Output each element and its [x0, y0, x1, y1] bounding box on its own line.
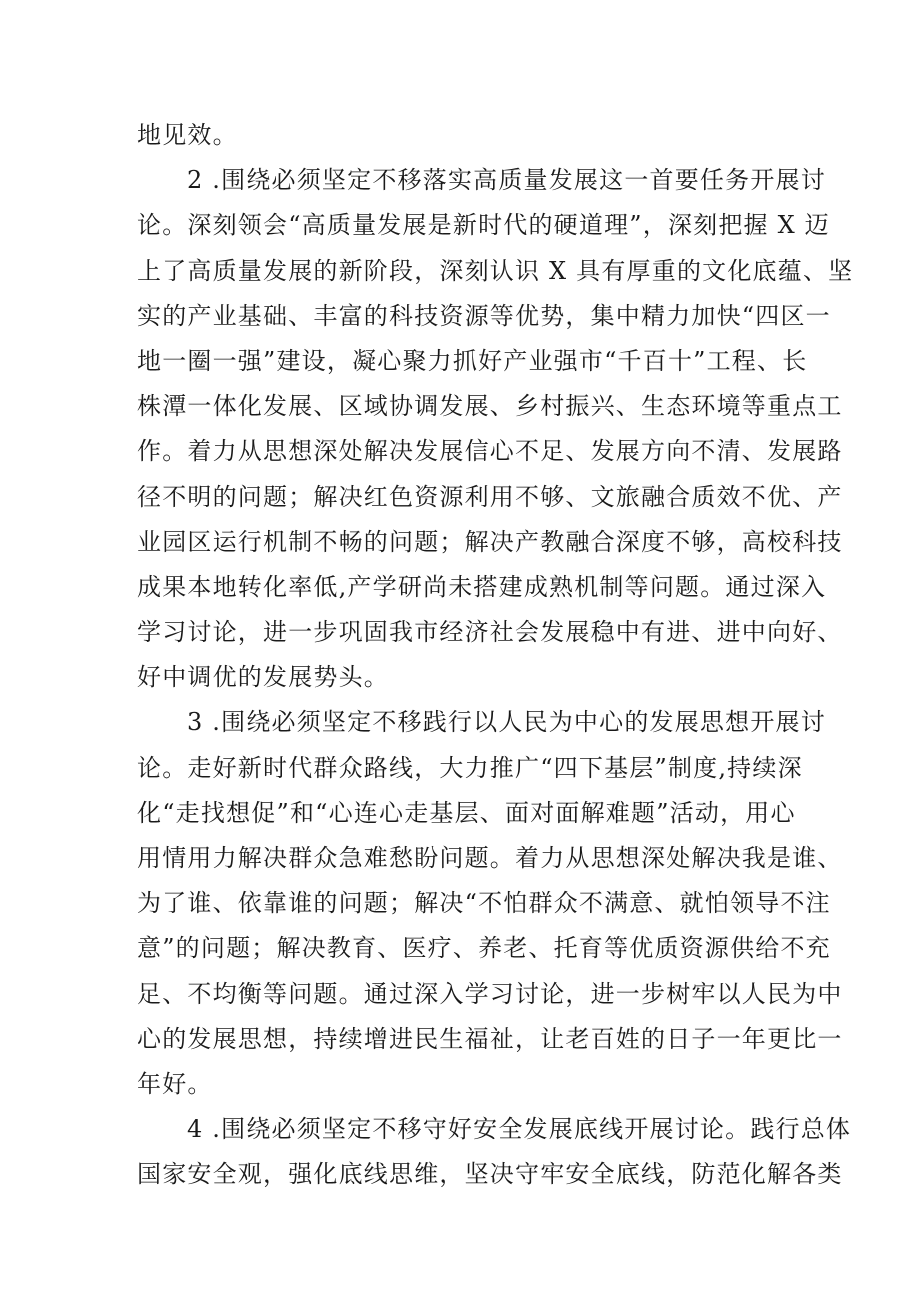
text-line: 地一圈一强”建设，凝心聚力抓好产业强市“千百十”工程、长 [137, 346, 808, 375]
paragraph-heading-line: 4 .围绕必须坚定不移守好安全发展底线开展讨论。践行总体 [187, 1115, 852, 1144]
text-line: 成果本地转化率低,产学研尚未搭建成熟机制等问题。通过深入 [137, 572, 827, 601]
text-line: 学习讨论，进一步巩固我市经济社会发展稳中有进、进中向好、 [137, 618, 843, 647]
text-line: 意”的问题；解决教育、医疗、养老、托育等优质资源供给不充 [137, 934, 831, 963]
document-body [137, 113, 854, 1198]
text-line: 论。深刻领会“高质量发展是新时代的硬道理”，深刻把握 X 迈 [137, 211, 830, 240]
text-line: 用情用力解决群众急难愁盼问题。着力从思想深处解决我是谁、 [137, 844, 843, 872]
paragraph-3 [137, 700, 843, 1107]
text-line: 实的产业基础、丰富的科技资源等优势，集中精力加快“四区一 [137, 301, 831, 330]
paragraph-heading-line: 2 .围绕必须坚定不移落实高质量发展这一首要任务开展讨 [187, 166, 826, 195]
text-line: 好中调优的发展势头。 [137, 663, 389, 692]
paragraph-2 [137, 158, 854, 700]
paragraph-heading-line: 3 .围绕必须坚定不移践行以人民为中心的发展思想开展讨 [187, 708, 826, 737]
text-line: 径不明的问题；解决红色资源利用不够、文旅融合质效不优、产 [137, 482, 843, 511]
text-line: 为了谁、依靠谁的问题；解决“不怕群众不满意、就怕领导不注 [137, 889, 831, 918]
text-line: 国家安全观，强化底线思维，坚决守牢安全底线，防范化解各类 [137, 1160, 843, 1189]
text-line: 足、不均衡等问题。通过深入学习讨论，进一步树牢以人民为中 [137, 979, 843, 1008]
text-line: 论。走好新时代群众路线，大力推广“四下基层”制度,持续深 [137, 753, 803, 782]
paragraph-1-tail [137, 113, 787, 158]
paragraph-4 [137, 1107, 852, 1197]
text-line: 上了高质量发展的新阶段，深刻认识 X 具有厚重的文化底蕴、坚 [137, 256, 854, 285]
text-line: 作。着力从思想深处解决发展信心不足、发展方向不清、发展路 [137, 437, 843, 466]
text-line: 年好。 [137, 1069, 213, 1098]
text-line: 心的发展思想，持续增进民生福祉，让老百姓的日子一年更比一 [137, 1024, 843, 1053]
text-line: 株潭一体化发展、区域协调发展、乡村振兴、生态环境等重点工 [137, 392, 843, 421]
text-line: 地见效。 [137, 121, 238, 149]
text-line: 化“走找想促”和“心连心走基层、面对面解难题”活动，用心 [137, 798, 796, 827]
text-line: 业园区运行机制不畅的问题；解决产教融合深度不够，高校科技 [137, 527, 843, 556]
